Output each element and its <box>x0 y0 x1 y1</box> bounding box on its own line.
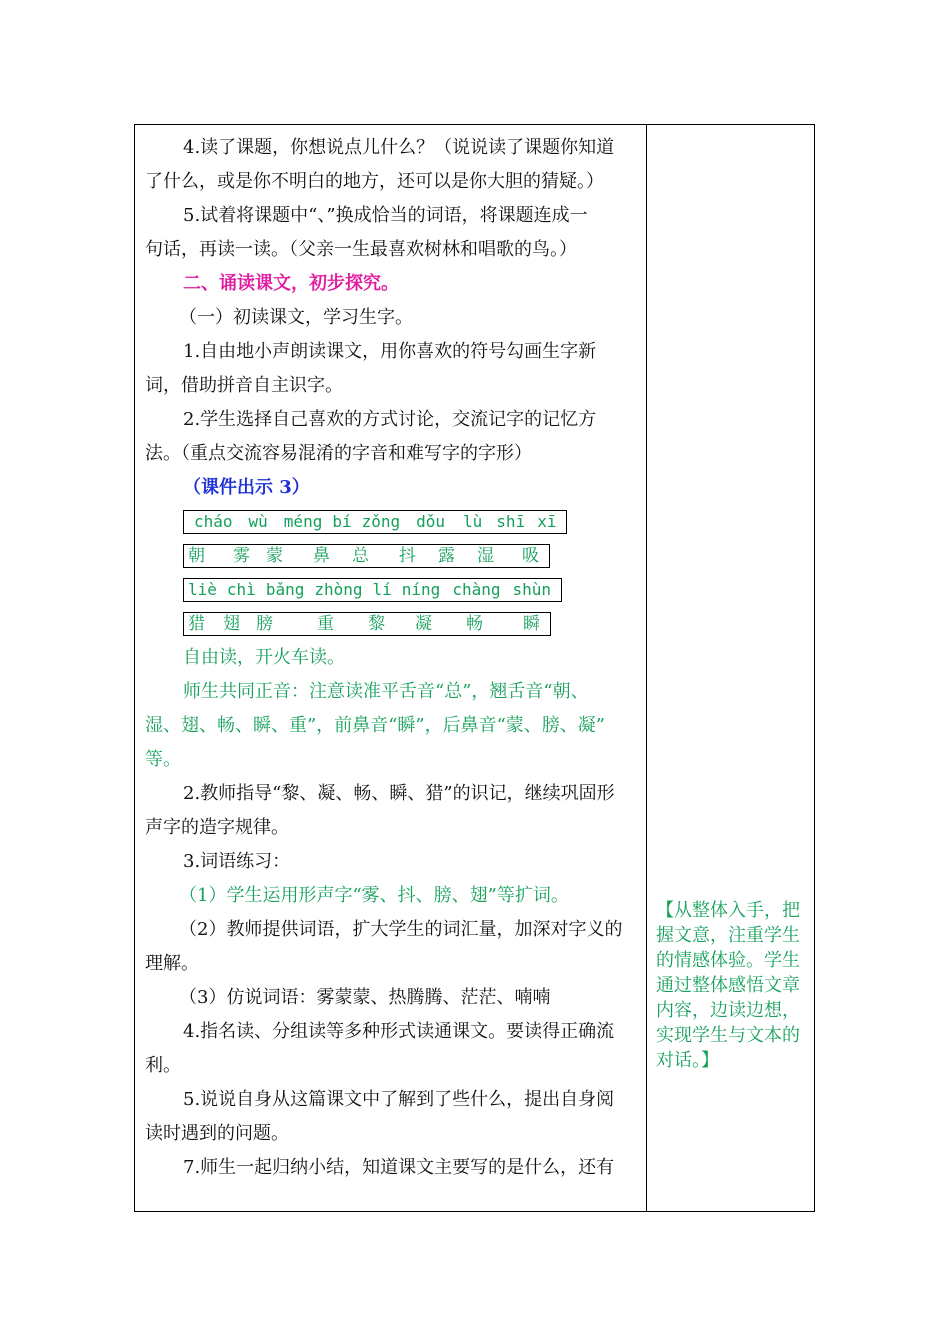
practice-item: （3）仿说词语：雾蒙蒙、热腾腾、茫茫、喃喃 <box>179 987 551 1008</box>
syllable: 瞬 <box>523 614 540 634</box>
para-line: 法。（重点交流容易混淆的字音和难写字的字形） <box>145 443 532 464</box>
char-row <box>145 539 640 573</box>
courseware-label: （课件出示 3） <box>183 477 310 498</box>
syllable: 露 <box>438 546 455 566</box>
syllable: méng <box>283 512 323 531</box>
syllable: 重 <box>317 614 334 634</box>
syllable: lí <box>372 580 392 599</box>
syllable: 蒙 <box>266 546 283 566</box>
para-line: 2.学生选择自己喜欢的方式讨论，交流记字的记忆方 <box>183 409 597 430</box>
syllable: shī <box>496 512 526 531</box>
para-line: 理解。 <box>145 953 199 974</box>
main-column <box>145 131 640 1185</box>
syllable: 朝 <box>188 546 205 566</box>
syllable: 抖 <box>399 546 416 566</box>
syllable: dǒu <box>416 512 446 531</box>
syllable: chì <box>226 580 256 599</box>
syllable: zhòng <box>314 580 363 599</box>
syllable: 鼻 <box>313 546 330 566</box>
pinyin-box-1 <box>183 510 567 534</box>
char-box-2 <box>183 612 551 636</box>
syllable: lù <box>463 512 483 531</box>
syllable: 猎 <box>188 614 205 634</box>
syllable: 黎 <box>368 614 385 634</box>
syllable: 总 <box>352 546 369 566</box>
free-read-line: 自由读，开火车读。 <box>183 647 345 668</box>
syllable: bí <box>332 512 352 531</box>
practice-item: （2）教师提供词语，扩大学生的词汇量，加深对字义的 <box>179 919 623 940</box>
para-line: 等。 <box>145 749 181 770</box>
para-line: 声字的造字规律。 <box>145 817 289 838</box>
syllable: cháo <box>194 512 233 531</box>
pinyin-box-2 <box>183 578 562 602</box>
syllable: 膀 <box>256 614 273 634</box>
para-line: 句话，再读一读。（父亲一生最喜欢树林和唱歌的鸟。） <box>145 239 577 260</box>
para-line: 读时遇到的问题。 <box>145 1123 289 1144</box>
syllable: chàng <box>452 580 501 599</box>
syllable: 凝 <box>415 614 432 634</box>
para-line: 2.教师指导“黎、凝、畅、瞬、猎”的识记，继续巩固形 <box>183 783 615 804</box>
para-line: 了什么，或是你不明白的地方，还可以是你大胆的猜疑。） <box>145 171 604 192</box>
para-line: 4.读了课题，你想说点儿什么？（说说读了课题你知道 <box>183 137 615 158</box>
syllable: wù <box>248 512 268 531</box>
section-heading: 二、诵读课文，初步探究。 <box>183 273 399 294</box>
syllable: 雾 <box>233 546 250 566</box>
side-note: 【从整体入手，把握文意，注重学生的情感体验。学生通过整体感悟文章内容，边读边想，实现学生与文本的对话。】 <box>656 900 800 1071</box>
para-line: 利。 <box>145 1055 181 1076</box>
char-box-1 <box>183 544 550 568</box>
para-line: 5.说说自身从这篇课文中了解到了些什么，提出自身阅 <box>183 1089 615 1110</box>
syllable: 翅 <box>223 614 240 634</box>
syllable: shùn <box>512 580 552 599</box>
pinyin-row <box>145 505 640 539</box>
para-line: 湿、翅、畅、瞬、重”，前鼻音“瞬”，后鼻音“蒙、膀、凝” <box>145 715 606 736</box>
syllable: 湿 <box>477 546 494 566</box>
syllable: níng <box>401 580 441 599</box>
para-line: 7.师生一起归纳小结，知道课文主要写的是什么，还有 <box>183 1157 615 1178</box>
lesson-table <box>134 124 815 1212</box>
para-line: 1.自由地小声朗读课文，用你喜欢的符号勾画生字新 <box>183 341 597 362</box>
para-line: 词，借助拼音自主识字。 <box>145 375 343 396</box>
practice-heading: 3.词语练习： <box>183 851 291 872</box>
para-line: 师生共同正音：注意读准平舌音“总”，翘舌音“朝、 <box>183 681 589 702</box>
para-line: 5.试着将课题中“、”换成恰当的词语，将课题连成一 <box>183 205 588 226</box>
syllable: xī <box>537 512 557 531</box>
syllable: liè <box>188 580 217 599</box>
char-row <box>145 607 640 641</box>
pinyin-row <box>145 573 640 607</box>
syllable: 吸 <box>522 546 539 566</box>
syllable: zǒng <box>361 512 401 531</box>
subsection-heading: （一）初读课文，学习生字。 <box>179 307 413 328</box>
practice-item: （1）学生运用形声字“雾、抖、膀、翅”等扩词。 <box>179 885 569 906</box>
syllable: bǎng <box>265 580 305 599</box>
syllable: 畅 <box>466 614 483 634</box>
para-line: 4.指名读、分组读等多种形式读通课文。要读得正确流 <box>183 1021 615 1042</box>
column-divider <box>646 125 647 1211</box>
